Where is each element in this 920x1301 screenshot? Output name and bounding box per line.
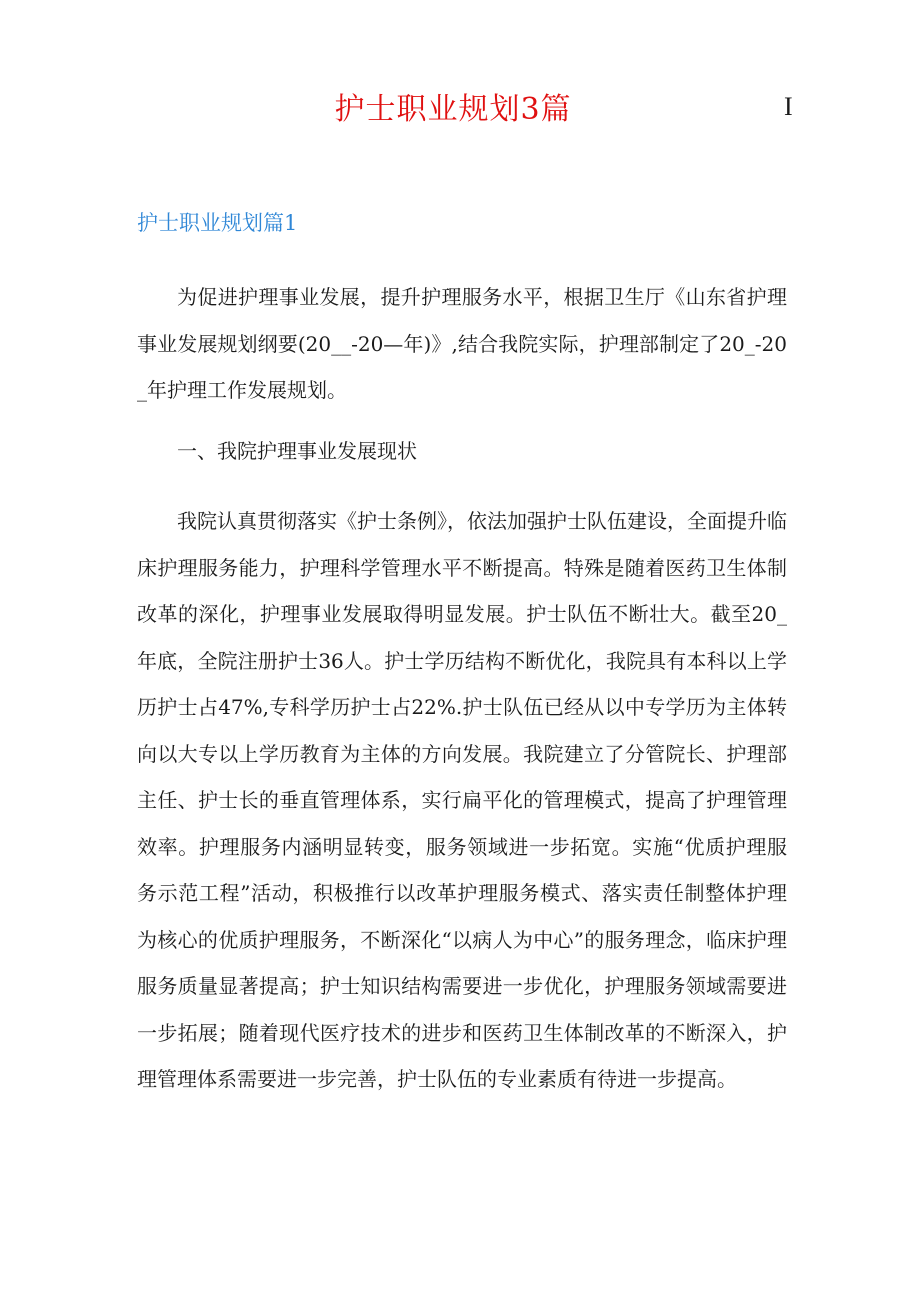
section-heading: 护士职业规划篇1 bbox=[137, 211, 298, 235]
subsection-heading: 一、我院护理事业发展现状 bbox=[177, 439, 417, 463]
intro-paragraph: 为促进护理事业发展，提升护理服务水平，根据卫生厅《山东省护理事业发展规划纲要(20__-20—年)》,结合我院实际，护理部制定了20_-20_年护理工作发展规划。 bbox=[137, 285, 787, 402]
document-title: 护士职业规划3篇 bbox=[334, 92, 572, 127]
page-marker: I bbox=[784, 92, 793, 121]
body-paragraph: 我院认真贯彻落实《护士条例》，依法加强护士队伍建设，全面提升临床护理服务能力，护理科学管理水平不断提高。特殊是随着医药卫生体制改革的深化，护理事业发展取得明显发展。护士队伍不断壮大。截至20_年底，全院注册护士36人。护士学历结构不断优化，我院具有本科以上学历护士占47%,专科学历护士占22%.护士队伍已经从以中专学历为主体转向以大专以上学历教育为主体的方向发展。我院建立了分管院长、护理部主任、护士长的垂直管理体系，实行扁平化的管理模式，提高了护理管理效率。护理服务内涵明显转变，服务领域进一步拓宽。实施“优质护理服务示范工程”活动，积极推行以改革护理服务模式、落实责任制整体护理为核心的优质护理服务，不断深化“以病人为中心”的服务理念，临床护理服务质量显著提高；护士知识结构需要进一步优化，护理服务领域需要进一步拓展；随着现代医疗技术的进步和医药卫生体制改革的不断深入，护理管理体系需要进一步完善，护士队伍的专业素质有待进一步提高。 bbox=[137, 509, 787, 1091]
